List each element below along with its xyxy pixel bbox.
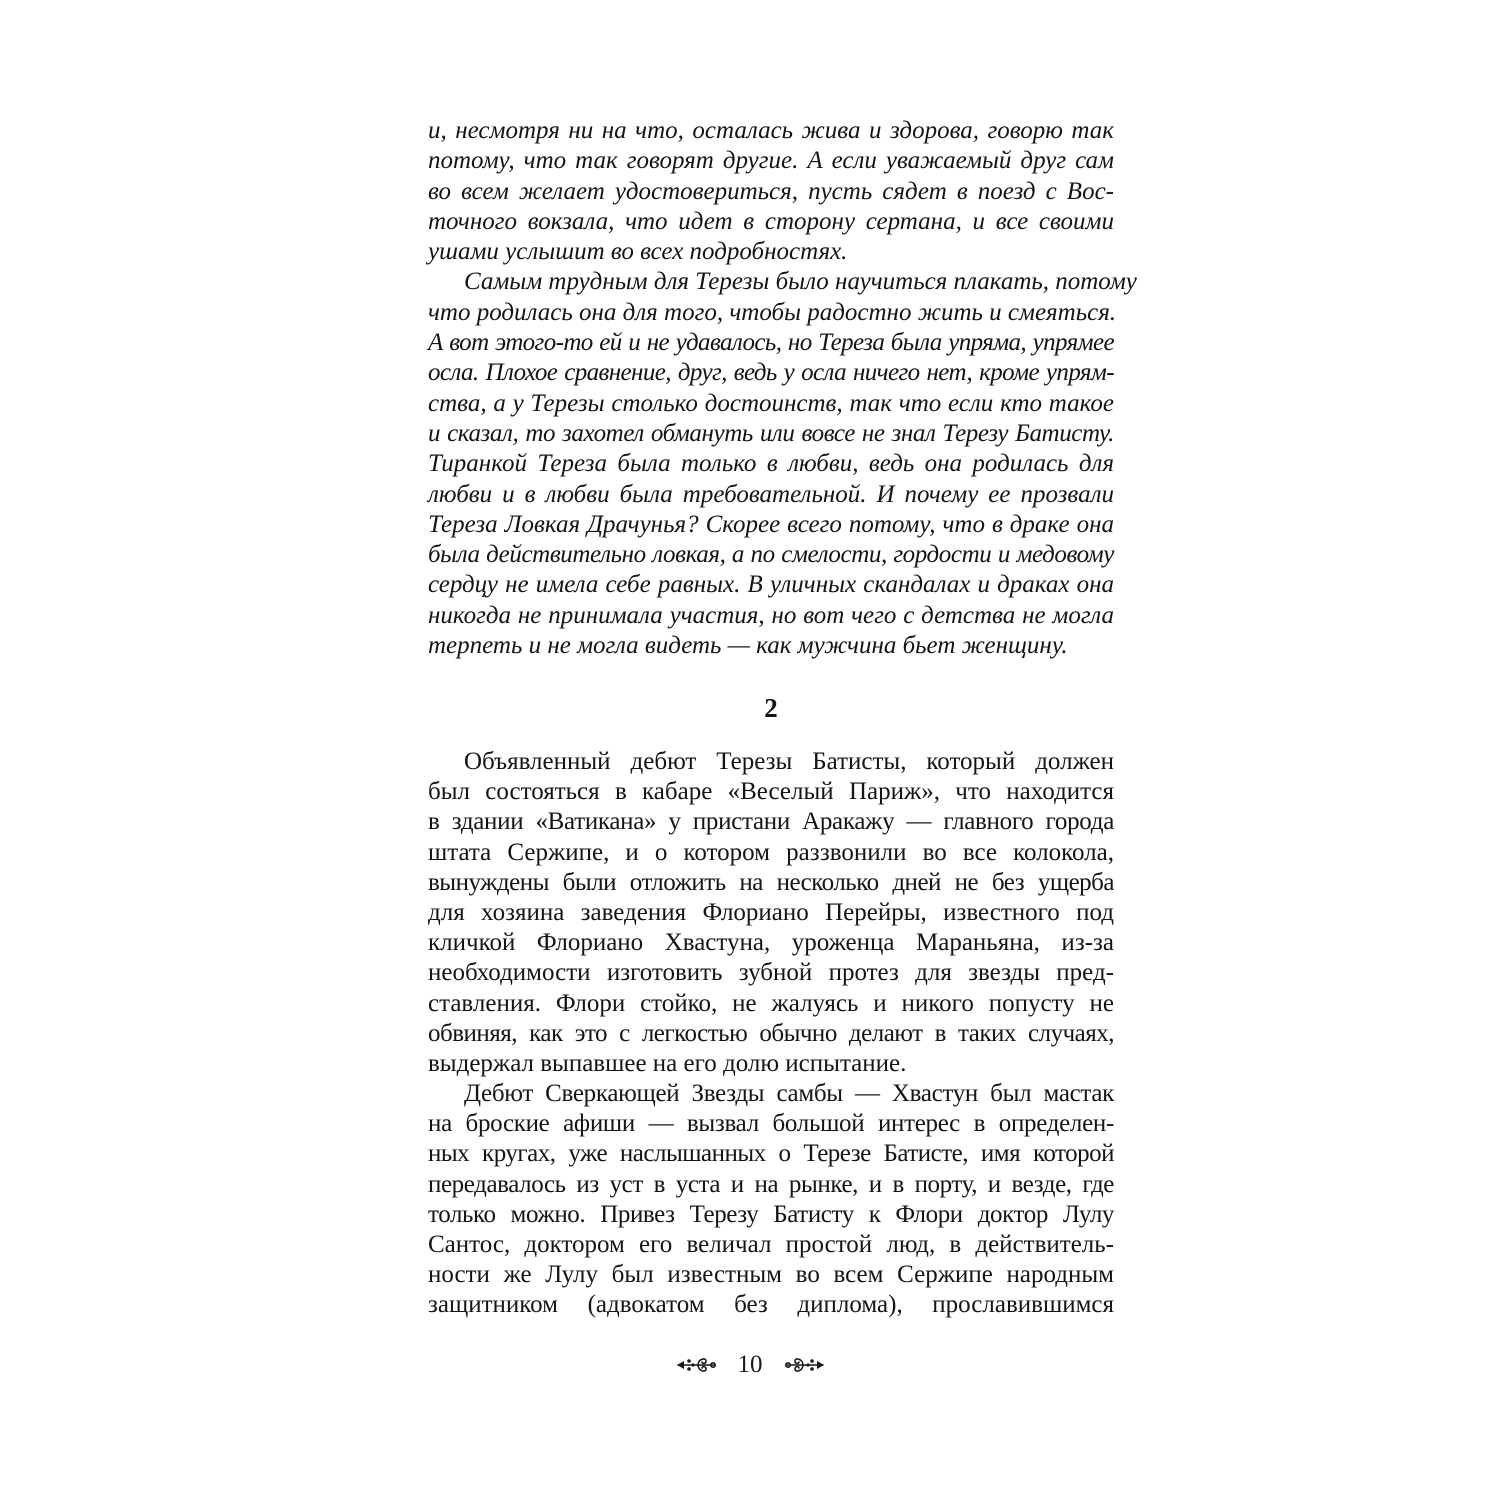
text-line: вынуждены были отложить на несколько дней не без ущерба <box>428 868 1114 896</box>
text-line: защитником (адвокатом без диплома), прославившимся <box>428 1291 1114 1319</box>
text-line: обвиняя, как это с легкостью обычно делают в таких случаях, <box>428 1019 1114 1047</box>
text-line: потому, что так говорят другие. А если уважаемый друг сам <box>428 147 1114 175</box>
text-line: и сказал, то захотел обмануть или вовсе не знал Терезу Батисту. <box>428 419 1114 447</box>
text-line: точного вокзала, что идет в сторону сертана, и все своими <box>428 207 1114 235</box>
text-line: ных кругах, уже наслышанных о Терезе Батисте, имя которой <box>428 1140 1114 1168</box>
text-line: терпеть и не могла видеть — как мужчина бьет женщину. <box>428 632 1068 660</box>
text-line: ушами услышит во всех подробностях. <box>428 238 848 266</box>
text-line: сердцу не имела себе равных. В уличных скандалах и драках она <box>428 571 1114 599</box>
text-line: в здании «Ватикана» у пристани Аракажу — главного города <box>428 808 1114 836</box>
text-line: выдержал выпавшее на его долю испытание. <box>428 1049 907 1077</box>
text-line: А вот этого-то ей и не удавалось, но Тереза была упряма, упрямее <box>428 329 1114 357</box>
text-line: был состояться в кабаре «Веселый Париж», что находится <box>428 778 1114 806</box>
text-line: Объявленный дебют Терезы Батисты, который должен <box>464 748 1114 775</box>
text-line: на броские афиши — вызвал большой интерес в определен- <box>428 1110 1114 1138</box>
text-line: Дебют Сверкающей Звезды самбы — Хвастун был мастак <box>464 1080 1114 1108</box>
chapter-number: 2 <box>764 693 778 723</box>
text-line: и, несмотря ни на что, осталась жива и здорова, говорю так <box>428 117 1114 144</box>
paragraph <box>428 267 1137 661</box>
fleuron-left-icon <box>676 1353 718 1377</box>
text-line: ства, а у Терезы столько достоинств, так что если кто такое <box>428 389 1114 417</box>
text-line: ставления. Флори стойко, не жалуясь и никого попусту не <box>428 989 1114 1017</box>
roman-section <box>428 747 1114 1321</box>
italic-section <box>428 116 1137 661</box>
text-line: Тереза Ловкая Драчунья? Скорее всего потому, что в драке она <box>428 510 1114 538</box>
text-line: любви и в любви была требовательной. И почему ее прозвали <box>428 480 1114 508</box>
text-line: Тиранкой Тереза была только в любви, ведь она родилась для <box>428 450 1114 478</box>
text-line: что родилась она для того, чтобы радостно жить и смеяться. <box>428 298 1117 326</box>
paragraph <box>428 116 1114 267</box>
text-line: никогда не принимала участия, но вот чего с детства не могла <box>428 601 1114 629</box>
text-line: кличкой Флориано Хвастуна, уроженца Мараньяна, из-за <box>428 929 1114 957</box>
text-line: Сантос, доктором его величал простой люд, в действитель- <box>428 1231 1114 1258</box>
text-line: передавалось из уст в уста и на рынке, и в порту, и везде, где <box>428 1170 1114 1198</box>
text-line: во всем желает удостовериться, пусть сядет в поезд с Вос- <box>428 177 1114 205</box>
text-line: штата Сержипе, и о котором раззвонили во все колокола, <box>428 838 1114 866</box>
text-line: была действительно ловкая, а по смелости, гордости и медовому <box>428 541 1114 569</box>
page-number: 10 <box>737 1351 763 1378</box>
paragraph <box>428 1079 1114 1321</box>
text-line: осла. Плохое сравнение, друг, ведь у осла ничего нет, кроме упрям- <box>428 359 1114 387</box>
text-line: для хозяина заведения Флориано Перейры, известного под <box>428 898 1114 926</box>
text-line: ности же Лулу был известным во всем Сержипе народным <box>428 1261 1114 1289</box>
page-footer <box>0 1350 1500 1380</box>
text-line: необходимости изготовить зубной протез для звезды пред- <box>428 959 1114 987</box>
fleuron-right-icon <box>783 1353 825 1377</box>
text-line: только можно. Привез Терезу Батисту к Флори доктор Лулу <box>428 1200 1114 1228</box>
paragraph <box>428 747 1114 1079</box>
text-line: Самым трудным для Терезы было научиться плакать, потому <box>464 268 1137 296</box>
